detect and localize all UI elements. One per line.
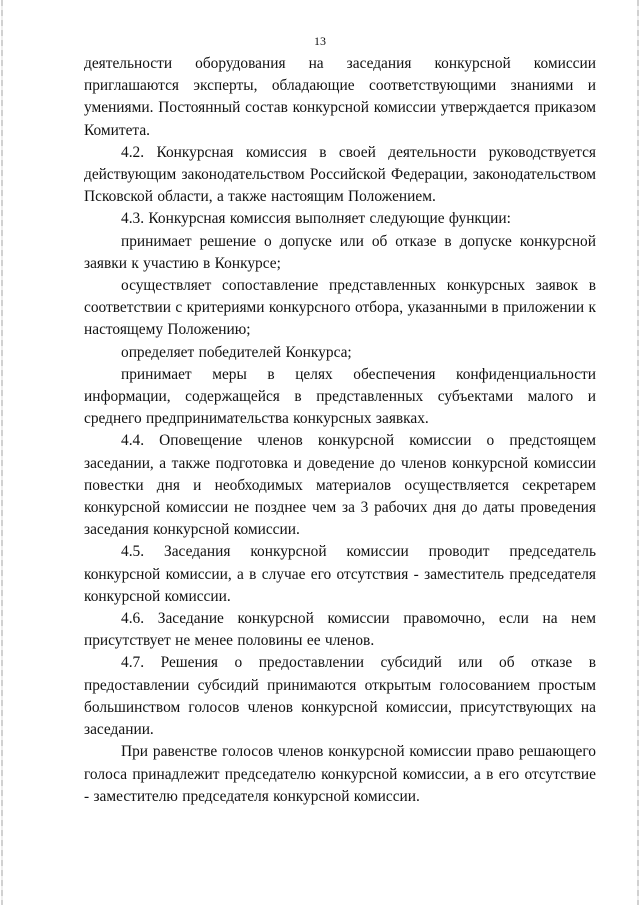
- paragraph: 4.3. Конкурсная комиссия выполняет следующие функции:: [121, 210, 511, 228]
- scan-edge-right: [637, 0, 639, 905]
- paragraph: 4.5. Заседания конкурсной комиссии проводит председатель конкурсной комиссии, а в случае его отсутствия - заместитель председателя конкурсной комиссии.: [84, 543, 596, 605]
- paragraph: принимает меры в целях обеспечения конфиденциальности информации, содержащейся в представленных субъектами малого и среднего предпринимательства конкурсных заявках.: [84, 365, 596, 428]
- paragraph: деятельности оборудования на заседания конкурсной комиссии приглашаются эксперты, обладающие соответствующими знаниями и умениями. Постоянный состав конкурсной комиссии утверждается приказом Комитета.: [84, 55, 596, 139]
- page-number: 13: [314, 34, 326, 48]
- paragraph: осуществляет сопоставление представленных конкурсных заявок в соответствии с критериями конкурсного отбора, указанными в приложении к настоящему Положению;: [84, 277, 596, 339]
- paragraph: 4.7. Решения о предоставлении субсидий или об отказе в предоставлении субсидий принимаются открытым голосованием простым большинством голосов членов конкурсной комиссии, присутствующих на заседании.: [84, 654, 596, 739]
- paragraph: 4.4. Оповещение членов конкурсной комиссии о предстоящем заседании, а также подготовка и доведение до членов конкурсной комиссии повестки дня и необходимых материалов осуществляется секретарем конкурсной комиссии не позднее чем за 3 рабочих дня до даты проведения заседания конкурсной комиссии.: [84, 432, 596, 539]
- paragraph: принимает решение о допуске или об отказе в допуске конкурсной заявки к участию в Конкурсе;: [84, 232, 596, 272]
- paragraph: определяет победителей Конкурса;: [121, 343, 352, 361]
- document-body: [84, 53, 596, 808]
- paragraph: 4.2. Конкурсная комиссия в своей деятельности руководствуется действующим законодательством Российской Федерации, законодательством Псковской области, а также настоящим Положением.: [84, 143, 596, 206]
- scan-edge-left: [1, 0, 3, 905]
- paragraph: При равенстве голосов членов конкурсной комиссии право решающего голоса принадлежит председателю конкурсной комиссии, а в его отсутствие - заместителю председателя конкурсной комиссии.: [84, 743, 596, 805]
- paragraph: 4.6. Заседание конкурсной комиссии правомочно, если на нем присутствует не менее половины ее членов.: [84, 610, 596, 650]
